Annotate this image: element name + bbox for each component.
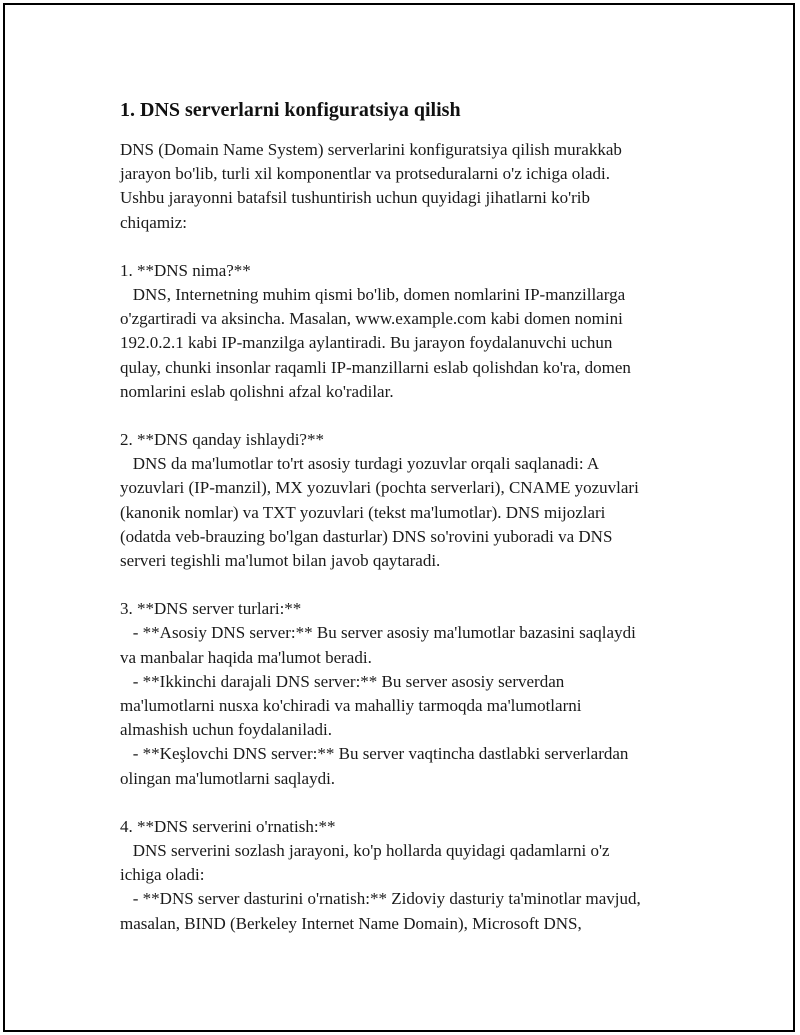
section-dns-nima bbox=[120, 259, 700, 404]
section-title: 2. **DNS qanday ishlaydi?** bbox=[120, 430, 324, 450]
page-frame bbox=[3, 3, 795, 1032]
intro-paragraph: DNS (Domain Name System) serverlarini konfiguratsiya qilish murakkab jarayon bo'lib, turli xil komponentlar va protseduralarni o'z ichiga oladi. Ushbu jarayonni batafsil tushuntirish uchun quyidagi jihatlarni ko'rib chiqamiz: bbox=[120, 140, 622, 232]
section-dns-serverini-ornatish bbox=[120, 815, 700, 936]
section-dns-qanday-ishlaydi bbox=[120, 428, 700, 573]
section-dns-server-turlari bbox=[120, 597, 700, 791]
section-title: 4. **DNS serverini o'rnatish:** bbox=[120, 816, 336, 836]
section-title: 1. **DNS nima?** bbox=[120, 260, 251, 280]
section-body: DNS serverini sozlash jarayoni, ko'p hollarda quyidagi qadamlarni o'z ichiga oladi: - **DNS server dasturini o'rnatish:** Zidoviy dasturiy ta'minotlar mavjud, masalan, BIND (Berkeley Internet Name Domain), Microsoft DNS, bbox=[120, 841, 641, 933]
document-heading: 1. DNS serverlarni konfiguratsiya qilish bbox=[120, 99, 461, 121]
section-body: DNS, Internetning muhim qismi bo'lib, domen nomlarini IP-manzillarga o'zgartiradi va aksincha. Masalan, www.example.com kabi domen nomini 192.0.2.1 kabi IP-manzilga aylantiradi. Bu jarayon foydalanuvchi uchun qulay, chunki insonlar raqamli IP-manzillarni eslab qolishdan ko'ra, domen nomlarini eslab qolishni afzal ko'radilar. bbox=[120, 285, 631, 401]
document-content bbox=[120, 96, 700, 960]
section-body: - **Asosiy DNS server:** Bu server asosiy ma'lumotlar bazasini saqlaydi va manbalar haqida ma'lumot beradi. - **Ikkinchi darajali DNS server:** Bu server asosiy serverdan ma'lumotlarni nusxa ko'chiradi va mahalliy tarmoqda ma'lumotlarni almashish uchun foydalaniladi. - **Keşlovchi DNS server:** Bu server vaqtincha dastlabki serverlardan olingan ma'lumotlarni saqlaydi. bbox=[120, 623, 636, 788]
section-title: 3. **DNS server turlari:** bbox=[120, 599, 302, 619]
section-body: DNS da ma'lumotlar to'rt asosiy turdagi yozuvlar orqali saqlanadi: A yozuvlari (IP-manzil), MX yozuvlari (pochta serverlari), CNAME yozuvlari (kanonik nomlar) va TXT yozuvlari (tekst ma'lumotlar). DNS mijozlari (odatda veb-brauzing bo'lgan dasturlar) DNS so'rovini yuboradi va DNS serveri tegishli ma'lumot bilan javob qaytaradi. bbox=[120, 454, 639, 571]
